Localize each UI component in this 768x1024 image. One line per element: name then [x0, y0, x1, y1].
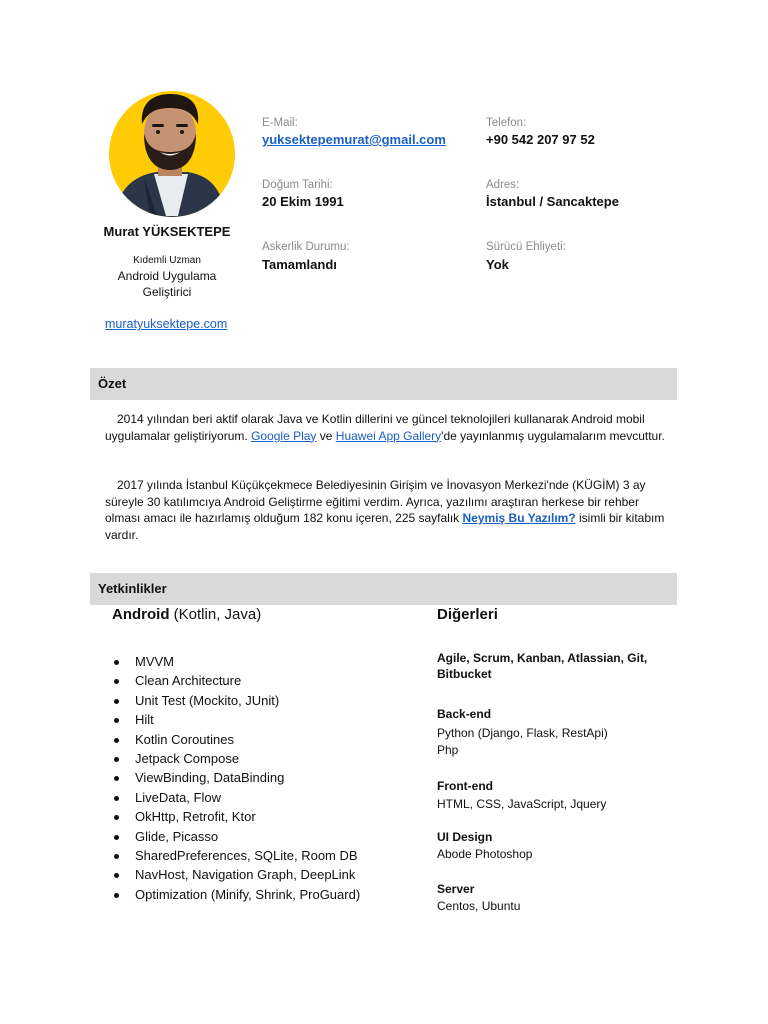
license-value: Yok [486, 257, 509, 272]
list-item: ViewBinding, DataBinding [112, 768, 360, 787]
list-item: LiveData, Flow [112, 788, 360, 807]
list-item: Hilt [112, 710, 360, 729]
list-item: OkHttp, Retrofit, Ktor [112, 807, 360, 826]
list-item: SharedPreferences, SQLite, Room DB [112, 846, 360, 865]
profile-title-line2a: Android Uygulama [117, 269, 217, 283]
summary-heading: Özet [90, 368, 677, 400]
profile-photo [104, 88, 236, 218]
license-label: Sürücü Ehliyeti: [486, 241, 566, 253]
list-item: Glide, Picasso [112, 827, 360, 846]
avatar-illustration [104, 88, 236, 218]
summary-p1-text-a: 2014 yılından beri aktif olarak Java ve Kotlin dillerini ve güncel teknolojileri kullanarak Android mobil uygulamalar geliştiriyorum. [105, 412, 645, 443]
birth-label: Doğum Tarihi: [262, 179, 333, 191]
frontend-heading: Front-end [437, 779, 493, 793]
list-item: Clean Architecture [112, 671, 360, 690]
phone-value: +90 542 207 97 52 [486, 132, 595, 147]
list-item: Unit Test (Mockito, JUnit) [112, 691, 360, 710]
military-value: Tamamlandı [262, 257, 337, 272]
birth-value: 20 Ekim 1991 [262, 194, 344, 209]
summary-paragraph-1 [105, 411, 675, 444]
profile-title-line2b: Geliştirici [142, 285, 192, 299]
list-item: Optimization (Minify, Shrink, ProGuard) [112, 885, 360, 904]
ui-design-heading: UI Design [437, 830, 493, 844]
huawei-app-gallery-link[interactable]: Huawei App Gallery [335, 428, 442, 443]
email-label: E-Mail: [262, 117, 298, 129]
list-item: NavHost, Navigation Graph, DeepLink [112, 865, 360, 884]
address-value: İstanbul / Sancaktepe [486, 194, 619, 209]
server-text: Centos, Ubuntu [437, 899, 521, 913]
list-item: MVVM [112, 652, 360, 671]
list-item: Kotlin Coroutines [112, 730, 360, 749]
profile-title-line1: Kıdemli Uzman [133, 255, 201, 266]
military-label: Askerlik Durumu: [262, 241, 350, 253]
backend-line-1: Python (Django, Flask, RestApi) [437, 726, 608, 740]
android-heading [112, 606, 261, 623]
ui-design-text: Abode Photoshop [437, 847, 533, 861]
google-play-link[interactable]: Google Play [251, 428, 317, 443]
other-tools: Agile, Scrum, Kanban, Atlassian, Git, Bitbucket [437, 651, 648, 681]
profile-name: Murat YÜKSEKTEPE [103, 224, 231, 239]
address-label: Adres: [486, 179, 520, 191]
android-title: Android [112, 606, 170, 623]
website-link[interactable]: muratyuksektepe.com [105, 317, 228, 331]
book-link[interactable]: Neymiş Bu Yazılım? [462, 511, 576, 525]
skills-heading: Yetkinlikler [90, 573, 677, 605]
profile-title-line2 [92, 268, 242, 300]
summary-p1-text-c: 'de yayınlanmış uygulamalarım mevcuttur. [441, 428, 665, 443]
summary-p1-text-b: ve [316, 428, 336, 443]
summary-paragraph-2 [105, 477, 675, 543]
server-heading: Server [437, 882, 475, 896]
backend-line-2: Php [437, 743, 459, 757]
android-subtitle: (Kotlin, Java) [169, 606, 262, 623]
phone-label: Telefon: [486, 117, 527, 129]
other-heading: Diğerleri [437, 606, 498, 623]
android-skill-list [112, 652, 360, 904]
frontend-text: HTML, CSS, JavaScript, Jquery [437, 797, 607, 811]
backend-heading: Back-end [437, 707, 492, 721]
email-link[interactable]: yuksektepemurat@gmail.com [262, 132, 446, 147]
summary-p2-text-a: 2017 yılında İstanbul Küçükçekmece Belediyesinin Girişim ve İnovasyon Merkezi'nde (KÜGİM) 3 ay süreyle 30 katılımcıya Android Geliştirme eğitimi verdim. Ayrıca, yazılımı araştıran herkese bir rehber olması amacı ile hazırlamış olduğum 182 konu içeren, 225 sayfalık [105, 478, 646, 525]
list-item: Jetpack Compose [112, 749, 360, 768]
summary-p2-text-b: isimli bir kitabım vardır. [105, 511, 665, 542]
